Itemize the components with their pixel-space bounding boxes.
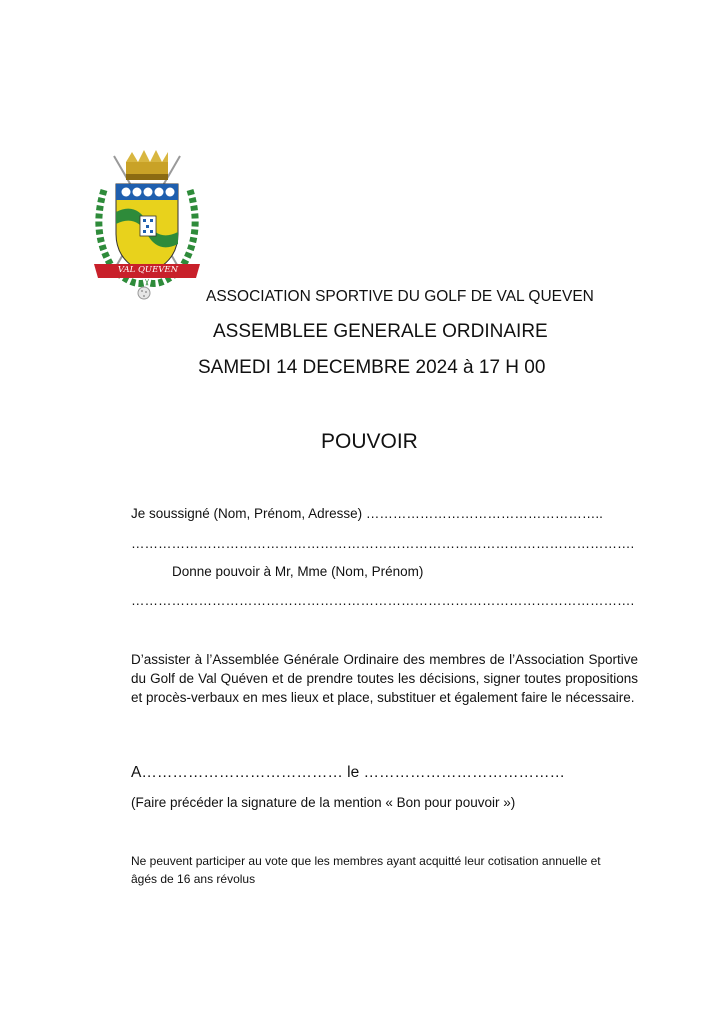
- logo-ribbon-text: VAL QUEVEN: [117, 265, 179, 275]
- eligibility-note: Ne peuvent participer au vote que les membres ayant acquitté leur cotisation annuelle et âgés de 16 ans révolus: [131, 854, 601, 886]
- place-date-line: A………………………………… le …………………………………: [131, 764, 566, 781]
- meeting-date: SAMEDI 14 DECEMBRE 2024 à 17 H 00: [198, 357, 546, 378]
- proxy-label: Donne pouvoir à Mr, Mme (Nom, Prénom): [172, 564, 424, 579]
- golf-club-coat-of-arms-logo: [84, 150, 210, 302]
- proxy-body-paragraph: D’assister à l’Assemblée Générale Ordinaire des membres de l’Association Sportive du Golf de Val Quéven et de prendre toutes les décisions, signer toutes propositions et procès-verbaux en mes lieux et place, substituer et également faire le nécessaire.: [131, 652, 638, 705]
- signature-instruction: (Faire précéder la signature de la mention « Bon pour pouvoir »): [131, 795, 516, 810]
- document-title: POUVOIR: [321, 430, 418, 453]
- meeting-title: ASSEMBLEE GENERALE ORDINAIRE: [213, 321, 548, 342]
- proxy-line: ………………………………………………………………………………………………….: [131, 593, 635, 608]
- association-name: ASSOCIATION SPORTIVE DU GOLF DE VAL QUEVEN: [206, 288, 594, 305]
- signatory-line: Je soussigné (Nom, Prénom, Adresse) ……………………………………………..: [131, 506, 603, 521]
- signatory-continuation-line: ………………………………………………………………………………………………….: [131, 536, 635, 551]
